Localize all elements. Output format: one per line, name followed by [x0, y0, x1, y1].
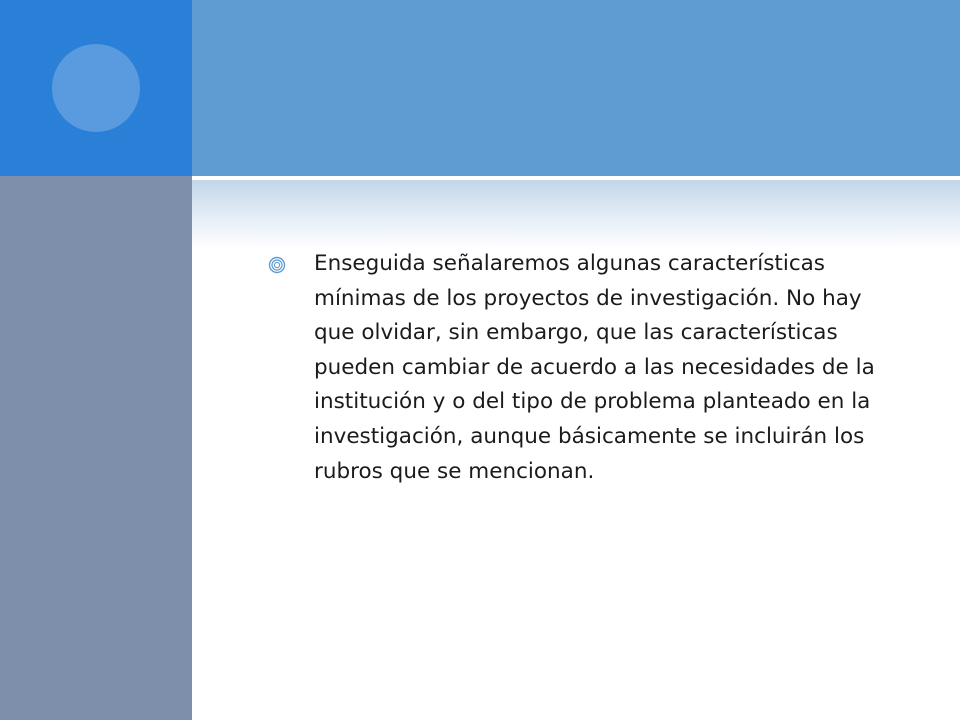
bullet-item	[268, 247, 908, 489]
content-area	[268, 247, 908, 489]
circled-ring-bullet-icon	[268, 256, 286, 274]
corner-accent-block	[0, 0, 192, 176]
banner-gradient	[192, 180, 960, 250]
bullet-text: Enseguida señalaremos algunas características mínimas de los proyectos de investigación. No hay que olvidar, sin embargo, que las características pueden cambiar de acuerdo a las necesidades de la institución y o del tipo de problema planteado en la investigación, aunque básicamente se incluirán los rubros que se mencionan.	[314, 251, 875, 484]
decorative-circle	[52, 44, 140, 132]
left-sidebar-bar	[0, 176, 192, 720]
title-banner	[192, 0, 960, 176]
